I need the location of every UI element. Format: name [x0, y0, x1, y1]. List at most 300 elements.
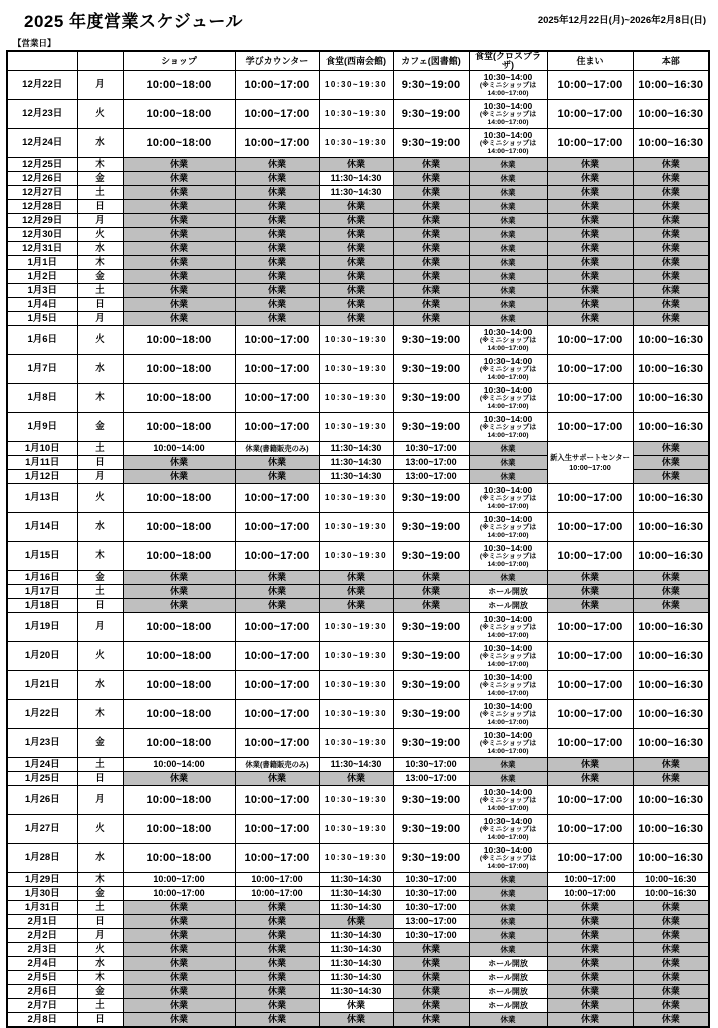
cell-shop: 休業: [123, 270, 235, 284]
cell-manabi-counter: 休業: [235, 200, 319, 214]
cell-cafe-library: 9:30~19:00: [393, 700, 469, 729]
table-row: [7, 844, 709, 873]
cell-shokudo-crossplaza: 休業: [469, 887, 547, 901]
cell-line: 10:30~14:00: [483, 786, 533, 797]
table-row: [7, 915, 709, 929]
table-row: [7, 284, 709, 298]
cell-shop: 休業: [123, 901, 235, 915]
cell-sumai: 休業: [547, 256, 633, 270]
cell-shop: 休業: [123, 571, 235, 585]
cell-cafe-library: 9:30~19:00: [393, 355, 469, 384]
table-row: [7, 571, 709, 585]
weekday-cell: 日: [77, 1013, 123, 1027]
cell-manabi-counter: 休業: [235, 929, 319, 943]
weekday-cell: 金: [77, 729, 123, 758]
cell-shokudo-seinan: 10:30~19:30: [319, 384, 393, 413]
date-cell: 12月25日: [7, 158, 77, 172]
cell-shokudo-seinan: 10:30~19:30: [319, 71, 393, 100]
cell-shop: 10:00~14:00: [123, 442, 235, 456]
cell-cafe-library: 休業: [393, 298, 469, 312]
cell-shokudo-seinan: 11:30~14:30: [319, 887, 393, 901]
cell-shop: 休業: [123, 312, 235, 326]
cell-line: 10:30~14:00: [483, 642, 533, 653]
cell-manabi-counter: 休業: [235, 571, 319, 585]
cell-shokudo-crossplaza: [469, 642, 547, 671]
table-row: [7, 158, 709, 172]
date-cell: 1月18日: [7, 599, 77, 613]
cell-line: 10:30~14:00: [483, 542, 533, 553]
cell-shop: 10:00~18:00: [123, 355, 235, 384]
cell-sumai: 10:00~17:00: [547, 326, 633, 355]
cell-shokudo-crossplaza: [469, 71, 547, 100]
cell-line: (※ミニショップは: [479, 710, 537, 718]
cell-cafe-library: 休業: [393, 256, 469, 270]
cell-cafe-library: 休業: [393, 957, 469, 971]
cell-cafe-library: 休業: [393, 214, 469, 228]
cell-shokudo-crossplaza: ホール開放: [469, 599, 547, 613]
cell-manabi-counter: 休業: [235, 901, 319, 915]
date-cell: 1月9日: [7, 413, 77, 442]
cell-line: 10:30~14:00: [483, 513, 533, 524]
column-header: ショップ: [123, 51, 235, 71]
cell-line: 14:00~17:00): [487, 560, 529, 568]
cell-cafe-library: 13:00~17:00: [393, 456, 469, 470]
cell-cafe-library: 休業: [393, 284, 469, 298]
cell-sumai: [547, 442, 633, 484]
cell-honbu: 休業: [633, 599, 709, 613]
date-cell: 1月30日: [7, 887, 77, 901]
weekday-cell: 日: [77, 298, 123, 312]
cell-manabi-counter: 10:00~17:00: [235, 542, 319, 571]
cell-honbu: 10:00~16:30: [633, 786, 709, 815]
cell-line: 10:30~14:00: [483, 384, 533, 395]
table-row: [7, 384, 709, 413]
weekday-cell: 日: [77, 772, 123, 786]
weekday-cell: 水: [77, 957, 123, 971]
cell-honbu: 休業: [633, 214, 709, 228]
table-row: [7, 971, 709, 985]
weekday-cell: 木: [77, 700, 123, 729]
cell-honbu: 10:00~16:30: [633, 513, 709, 542]
cell-shokudo-crossplaza: 休業: [469, 929, 547, 943]
cell-shop: 休業: [123, 585, 235, 599]
cell-shokudo-seinan: 10:30~19:30: [319, 642, 393, 671]
table-row: [7, 1013, 709, 1027]
cell-line: 10:30~14:00: [483, 355, 533, 366]
cell-shokudo-seinan: 10:30~19:30: [319, 815, 393, 844]
cell-shop: 10:00~18:00: [123, 613, 235, 642]
weekday-cell: 火: [77, 484, 123, 513]
cell-shokudo-crossplaza: [469, 355, 547, 384]
cell-honbu: 休業: [633, 442, 709, 456]
cell-shokudo-seinan: 10:30~19:30: [319, 513, 393, 542]
cell-line: (※ミニショップは: [479, 139, 537, 147]
table-row: [7, 985, 709, 999]
cell-cafe-library: 休業: [393, 971, 469, 985]
cell-line: (※ミニショップは: [479, 552, 537, 560]
weekday-cell: 日: [77, 456, 123, 470]
cell-shop: 休業: [123, 228, 235, 242]
cell-line: 新入生サポートセンター: [550, 453, 630, 463]
cell-shokudo-seinan: 10:30~19:30: [319, 613, 393, 642]
table-row: [7, 957, 709, 971]
cell-shokudo-seinan: 休業: [319, 312, 393, 326]
cell-shop: 休業: [123, 943, 235, 957]
table-row: [7, 242, 709, 256]
cell-honbu: 10:00~16:30: [633, 413, 709, 442]
date-cell: 1月15日: [7, 542, 77, 571]
date-cell: 1月26日: [7, 786, 77, 815]
cell-honbu: 休業: [633, 929, 709, 943]
cell-sumai: 休業: [547, 585, 633, 599]
cell-honbu: 休業: [633, 758, 709, 772]
cell-shop: 10:00~18:00: [123, 815, 235, 844]
cell-cafe-library: 9:30~19:00: [393, 542, 469, 571]
cell-shokudo-seinan: 11:30~14:30: [319, 901, 393, 915]
date-cell: 2月3日: [7, 943, 77, 957]
cell-honbu: 休業: [633, 999, 709, 1013]
date-cell: 1月20日: [7, 642, 77, 671]
cell-sumai: 休業: [547, 1013, 633, 1027]
cell-line: 10:30~14:00: [483, 129, 533, 140]
cell-shokudo-crossplaza: [469, 815, 547, 844]
cell-cafe-library: 9:30~19:00: [393, 815, 469, 844]
cell-shop: 10:00~18:00: [123, 729, 235, 758]
weekday-cell: 水: [77, 671, 123, 700]
cell-line: 10:30~14:00: [483, 613, 533, 624]
date-cell: 1月29日: [7, 873, 77, 887]
table-row: [7, 513, 709, 542]
date-cell: 1月6日: [7, 326, 77, 355]
table-row: [7, 815, 709, 844]
cell-line: 10:30~14:00: [483, 815, 533, 826]
cell-manabi-counter: 10:00~17:00: [235, 671, 319, 700]
cell-sumai: 10:00~17:00: [547, 71, 633, 100]
cell-cafe-library: 休業: [393, 599, 469, 613]
weekday-cell: 月: [77, 786, 123, 815]
table-row: [7, 129, 709, 158]
weekday-cell: 金: [77, 270, 123, 284]
table-row: [7, 642, 709, 671]
cell-sumai: 10:00~17:00: [547, 786, 633, 815]
date-cell: 1月28日: [7, 844, 77, 873]
cell-shokudo-seinan: 休業: [319, 228, 393, 242]
cell-honbu: 休業: [633, 228, 709, 242]
cell-shop: 10:00~18:00: [123, 671, 235, 700]
cell-shokudo-seinan: 11:30~14:30: [319, 456, 393, 470]
cell-shokudo-crossplaza: 休業: [469, 1013, 547, 1027]
cell-cafe-library: 休業: [393, 158, 469, 172]
cell-manabi-counter: 休業: [235, 456, 319, 470]
weekday-cell: 金: [77, 887, 123, 901]
date-cell: 2月5日: [7, 971, 77, 985]
cell-shokudo-crossplaza: 休業: [469, 256, 547, 270]
cell-manabi-counter: 休業: [235, 599, 319, 613]
cell-shop: 休業: [123, 999, 235, 1013]
cell-line: 14:00~17:00): [487, 804, 529, 812]
cell-shokudo-seinan: 10:30~19:30: [319, 413, 393, 442]
cell-honbu: 10:00~16:30: [633, 542, 709, 571]
cell-honbu: 休業: [633, 585, 709, 599]
cell-shokudo-seinan: 休業: [319, 1013, 393, 1027]
cell-line: 14:00~17:00): [487, 660, 529, 668]
column-header: カフェ(図書館): [393, 51, 469, 71]
cell-line: 10:30~14:00: [483, 844, 533, 855]
cell-shokudo-crossplaza: ホール開放: [469, 971, 547, 985]
cell-shokudo-seinan: 休業: [319, 214, 393, 228]
cell-line: 14:00~17:00): [487, 502, 529, 510]
cell-shop: 休業: [123, 957, 235, 971]
cell-honbu: 休業: [633, 957, 709, 971]
table-row: [7, 873, 709, 887]
cell-sumai: 10:00~17:00: [547, 355, 633, 384]
date-cell: 12月24日: [7, 129, 77, 158]
date-cell: 12月22日: [7, 71, 77, 100]
schedule-table-body: [7, 71, 709, 1027]
cell-manabi-counter: 10:00~17:00: [235, 513, 319, 542]
cell-shop: 10:00~18:00: [123, 100, 235, 129]
cell-manabi-counter: 10:00~17:00: [235, 786, 319, 815]
date-cell: 12月31日: [7, 242, 77, 256]
date-cell: 1月27日: [7, 815, 77, 844]
column-header: 学びカウンター: [235, 51, 319, 71]
weekday-cell: 火: [77, 228, 123, 242]
cell-shokudo-seinan: 休業: [319, 284, 393, 298]
cell-shokudo-seinan: 休業: [319, 571, 393, 585]
date-cell: 1月13日: [7, 484, 77, 513]
cell-shokudo-seinan: 10:30~19:30: [319, 700, 393, 729]
cell-honbu: 休業: [633, 456, 709, 470]
cell-manabi-counter: 10:00~17:00: [235, 642, 319, 671]
cell-shokudo-seinan: 11:30~14:30: [319, 442, 393, 456]
cell-line: 10:30~14:00: [483, 326, 533, 337]
weekday-cell: 土: [77, 999, 123, 1013]
column-header: 食堂(クロスプラザ): [469, 51, 547, 71]
weekday-cell: 日: [77, 915, 123, 929]
cell-shokudo-seinan: 休業: [319, 772, 393, 786]
weekday-cell: 土: [77, 585, 123, 599]
date-cell: 1月1日: [7, 256, 77, 270]
cell-shop: 休業: [123, 772, 235, 786]
cell-shokudo-crossplaza: 休業: [469, 758, 547, 772]
cell-shop: 10:00~17:00: [123, 887, 235, 901]
cell-line: (※ミニショップは: [479, 739, 537, 747]
cell-line: (※ミニショップは: [479, 394, 537, 402]
cell-sumai: 休業: [547, 214, 633, 228]
cell-shop: 10:00~18:00: [123, 513, 235, 542]
cell-honbu: 休業: [633, 270, 709, 284]
cell-shokudo-seinan: 10:30~19:30: [319, 326, 393, 355]
cell-manabi-counter: 休業: [235, 312, 319, 326]
cell-shokudo-seinan: 11:30~14:30: [319, 758, 393, 772]
cell-honbu: 休業: [633, 186, 709, 200]
table-row: [7, 484, 709, 513]
cell-shokudo-crossplaza: 休業: [469, 186, 547, 200]
cell-cafe-library: 休業: [393, 999, 469, 1013]
date-cell: 1月31日: [7, 901, 77, 915]
cell-manabi-counter: 休業: [235, 228, 319, 242]
cell-line: (※ミニショップは: [479, 796, 537, 804]
cell-shokudo-crossplaza: 休業: [469, 172, 547, 186]
cell-shokudo-crossplaza: 休業: [469, 470, 547, 484]
weekday-cell: 水: [77, 355, 123, 384]
schedule-table: [6, 50, 710, 1028]
weekday-cell: 土: [77, 442, 123, 456]
date-cell: 1月17日: [7, 585, 77, 599]
date-cell: 1月10日: [7, 442, 77, 456]
cell-manabi-counter: 休業(書籍販売のみ): [235, 758, 319, 772]
cell-sumai: 休業: [547, 228, 633, 242]
table-row: [7, 887, 709, 901]
cell-sumai: 休業: [547, 971, 633, 985]
table-row: [7, 355, 709, 384]
table-row: [7, 929, 709, 943]
cell-cafe-library: 13:00~17:00: [393, 470, 469, 484]
cell-cafe-library: 休業: [393, 270, 469, 284]
cell-manabi-counter: 休業: [235, 985, 319, 999]
weekday-cell: 金: [77, 413, 123, 442]
cell-honbu: 10:00~16:30: [633, 71, 709, 100]
weekday-cell: 土: [77, 758, 123, 772]
weekday-cell: 金: [77, 172, 123, 186]
cell-sumai: 休業: [547, 298, 633, 312]
cell-shokudo-crossplaza: 休業: [469, 158, 547, 172]
cell-honbu: 10:00~16:30: [633, 844, 709, 873]
cell-line: 10:00~17:00: [569, 462, 611, 472]
date-cell: 2月1日: [7, 915, 77, 929]
cell-honbu: 10:00~16:30: [633, 671, 709, 700]
cell-shokudo-seinan: 11:30~14:30: [319, 470, 393, 484]
cell-line: 14:00~17:00): [487, 431, 529, 439]
cell-shokudo-seinan: 休業: [319, 256, 393, 270]
cell-manabi-counter: 休業: [235, 214, 319, 228]
date-cell: 1月7日: [7, 355, 77, 384]
cell-line: 14:00~17:00): [487, 631, 529, 639]
cell-manabi-counter: 休業: [235, 957, 319, 971]
cell-shop: 休業: [123, 1013, 235, 1027]
weekday-cell: 金: [77, 571, 123, 585]
cell-line: 10:30~14:00: [483, 100, 533, 111]
cell-sumai: 10:00~17:00: [547, 671, 633, 700]
cell-sumai: 10:00~17:00: [547, 642, 633, 671]
cell-cafe-library: 休業: [393, 585, 469, 599]
cell-shop: 10:00~18:00: [123, 71, 235, 100]
cell-line: (※ミニショップは: [479, 681, 537, 689]
cell-shokudo-seinan: 11:30~14:30: [319, 172, 393, 186]
cell-honbu: 10:00~16:30: [633, 700, 709, 729]
date-cell: 2月8日: [7, 1013, 77, 1027]
page-title: 2025 年度営業スケジュール: [24, 12, 244, 31]
cell-shop: 休業: [123, 971, 235, 985]
cell-cafe-library: 9:30~19:00: [393, 326, 469, 355]
cell-honbu: 休業: [633, 200, 709, 214]
column-header: 住まい: [547, 51, 633, 71]
cell-shop: 10:00~18:00: [123, 844, 235, 873]
cell-sumai: 10:00~17:00: [547, 129, 633, 158]
date-cell: 12月26日: [7, 172, 77, 186]
cell-cafe-library: 休業: [393, 200, 469, 214]
cell-shokudo-seinan: 11:30~14:30: [319, 186, 393, 200]
cell-sumai: 10:00~17:00: [547, 484, 633, 513]
cell-cafe-library: 9:30~19:00: [393, 729, 469, 758]
cell-honbu: 10:00~16:30: [633, 873, 709, 887]
cell-shop: 10:00~18:00: [123, 542, 235, 571]
cell-cafe-library: 休業: [393, 312, 469, 326]
weekday-cell: 月: [77, 929, 123, 943]
cell-shokudo-crossplaza: [469, 613, 547, 642]
cell-shop: 休業: [123, 985, 235, 999]
cell-shop: 休業: [123, 186, 235, 200]
cell-manabi-counter: 10:00~17:00: [235, 355, 319, 384]
cell-shokudo-seinan: 11:30~14:30: [319, 929, 393, 943]
table-row: [7, 298, 709, 312]
cell-line: 10:30~14:00: [483, 413, 533, 424]
cell-sumai: 10:00~17:00: [547, 873, 633, 887]
table-row: [7, 442, 709, 456]
cell-manabi-counter: 10:00~17:00: [235, 129, 319, 158]
cell-shokudo-seinan: 10:30~19:30: [319, 671, 393, 700]
cell-manabi-counter: 休業: [235, 242, 319, 256]
date-range: 2025年12月22日(月)~2026年2月8日(日): [537, 15, 706, 26]
cell-honbu: 休業: [633, 242, 709, 256]
cell-shop: 休業: [123, 298, 235, 312]
cell-shop: 休業: [123, 470, 235, 484]
table-row: [7, 542, 709, 571]
cell-shokudo-crossplaza: 休業: [469, 571, 547, 585]
cell-cafe-library: 10:30~17:00: [393, 901, 469, 915]
cell-shop: 10:00~18:00: [123, 384, 235, 413]
cell-sumai: 休業: [547, 186, 633, 200]
cell-sumai: 休業: [547, 957, 633, 971]
date-cell: 1月21日: [7, 671, 77, 700]
cell-honbu: 休業: [633, 470, 709, 484]
table-row: [7, 729, 709, 758]
cell-manabi-counter: 休業: [235, 772, 319, 786]
weekday-cell: 水: [77, 129, 123, 158]
weekday-cell: 木: [77, 256, 123, 270]
cell-shop: 休業: [123, 200, 235, 214]
cell-manabi-counter: 休業: [235, 256, 319, 270]
cell-honbu: 10:00~16:30: [633, 484, 709, 513]
cell-shokudo-crossplaza: 休業: [469, 214, 547, 228]
weekday-cell: 火: [77, 100, 123, 129]
cell-cafe-library: 9:30~19:00: [393, 642, 469, 671]
cell-honbu: 10:00~16:30: [633, 100, 709, 129]
cell-cafe-library: 13:00~17:00: [393, 915, 469, 929]
cell-shokudo-seinan: 11:30~14:30: [319, 985, 393, 999]
cell-honbu: 休業: [633, 312, 709, 326]
cell-honbu: 休業: [633, 985, 709, 999]
cell-shokudo-crossplaza: 休業: [469, 200, 547, 214]
cell-shop: 休業: [123, 242, 235, 256]
cell-shokudo-seinan: 休業: [319, 599, 393, 613]
cell-shop: 休業: [123, 599, 235, 613]
date-cell: 1月5日: [7, 312, 77, 326]
cell-cafe-library: 10:30~17:00: [393, 873, 469, 887]
cell-line: 14:00~17:00): [487, 89, 529, 97]
cell-sumai: 10:00~17:00: [547, 700, 633, 729]
cell-shokudo-crossplaza: 休業: [469, 772, 547, 786]
cell-honbu: 休業: [633, 971, 709, 985]
date-cell: 1月3日: [7, 284, 77, 298]
cell-manabi-counter: 10:00~17:00: [235, 700, 319, 729]
cell-shokudo-crossplaza: 休業: [469, 456, 547, 470]
cell-line: 14:00~17:00): [487, 344, 529, 352]
title-bar: [0, 0, 718, 32]
cell-line: 14:00~17:00): [487, 747, 529, 755]
cell-shokudo-seinan: 休業: [319, 585, 393, 599]
cell-sumai: 10:00~17:00: [547, 613, 633, 642]
